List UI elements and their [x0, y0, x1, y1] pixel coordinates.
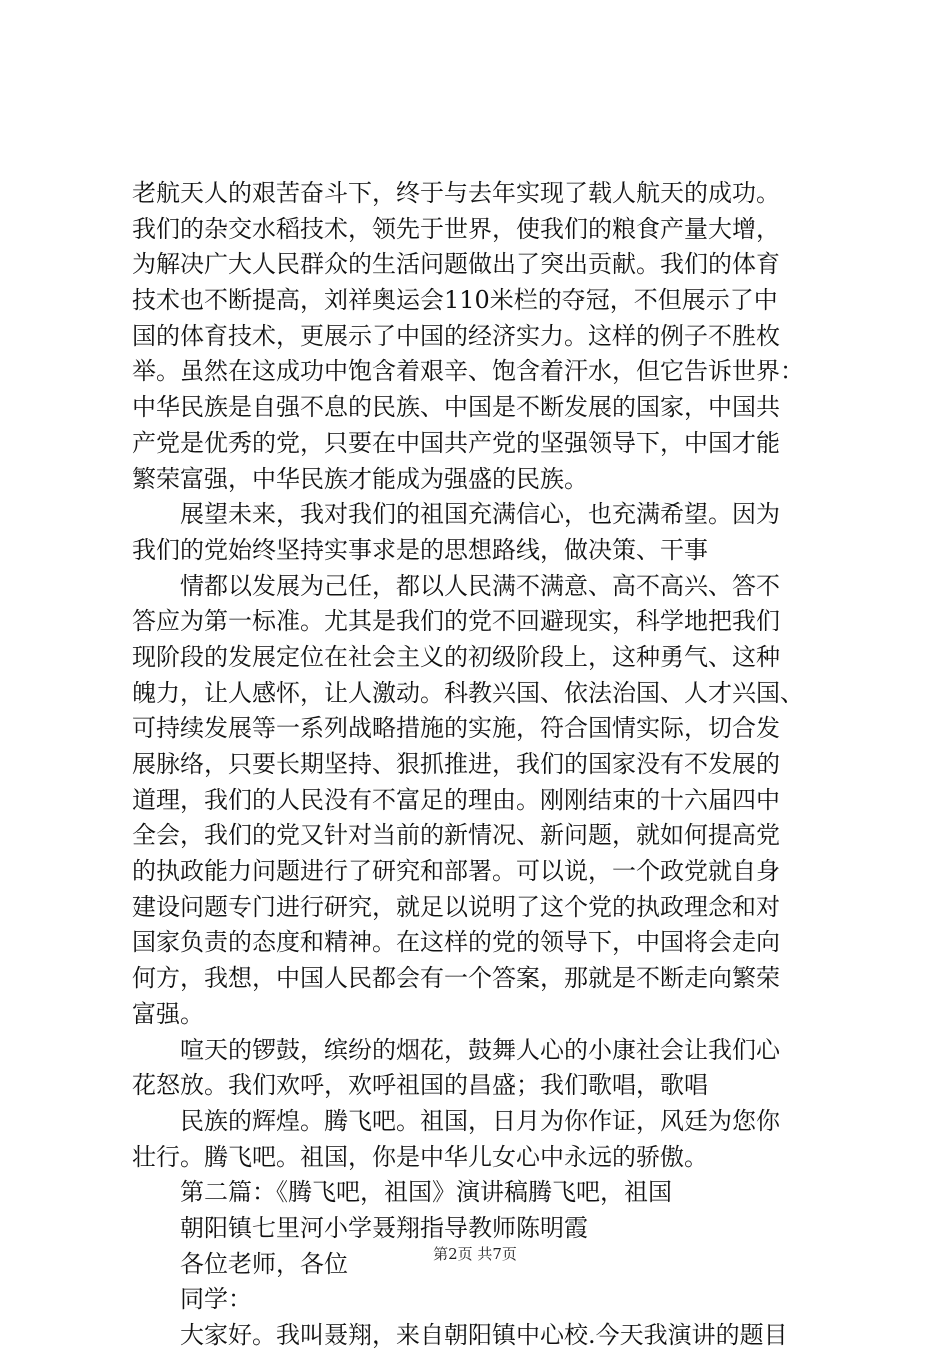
text-line: 我们的杂交水稻技术，领先于世界，使我们的粮食产量大增， [132, 214, 780, 243]
text-line: 壮行。腾飞吧。祖国，你是中华儿女心中永远的骄傲。 [132, 1142, 708, 1171]
text-line: 技术也不断提高，刘祥奥运会110米栏的夺冠，不但展示了中 [132, 286, 778, 315]
text-line: 喧天的锣鼓，缤纷的烟花，鼓舞人心的小康社会让我们心 [180, 1035, 780, 1064]
salutation-line: 各位老师，各位 [180, 1249, 348, 1278]
text-line: 举。虽然在这成功中饱含着艰辛、饱含着汗水，但它告诉世界： [132, 357, 804, 386]
text-line: 我们的党始终坚持实事求是的思想路线，做决策、干事 [132, 535, 708, 564]
text-line: 答应为第一标准。尤其是我们的党不回避现实，科学地把我们 [132, 607, 780, 636]
section-heading: 第二篇：《腾飞吧，祖国》演讲稿腾飞吧，祖国 [180, 1178, 672, 1207]
text-line: 花怒放。我们欢呼，欢呼祖国的昌盛；我们歌唱，歌唱 [132, 1071, 708, 1100]
text-line: 道理，我们的人民没有不富足的理由。刚刚结束的十六届四中 [132, 785, 780, 814]
text-line: 全会，我们的党又针对当前的新情况、新问题，就如何提高党 [132, 821, 780, 850]
text-line: 为解决广大人民群众的生活问题做出了突出贡献。我们的体育 [132, 250, 780, 279]
text-line: 情都以发展为己任，都以人民满不满意、高不高兴、答不 [180, 571, 780, 600]
text-line: 老航天人的艰苦奋斗下，终于与去年实现了载人航天的成功。 [132, 179, 780, 207]
text-line: 民族的辉煌。腾飞吧。祖国，日月为你作证，风廷为您你 [180, 1106, 780, 1135]
text-line: 中华民族是自强不息的民族、中国是不断发展的国家，中国共 [132, 393, 780, 422]
text-line: 展望未来，我对我们的祖国充满信心，也充满希望。因为 [180, 500, 780, 529]
author-line: 朝阳镇七里河小学聂翔指导教师陈明霞 [180, 1213, 588, 1242]
text-line: 产党是优秀的党，只要在中国共产党的坚强领导下，中国才能 [132, 428, 780, 457]
text-line: 繁荣富强，中华民族才能成为强盛的民族。 [132, 464, 588, 493]
text-line: 何方，我想，中国人民都会有一个答案，那就是不断走向繁荣 [132, 964, 780, 993]
text-line: 现阶段的发展定位在社会主义的初级阶段上，这种勇气、这种 [132, 642, 780, 671]
salutation-line: 同学： [180, 1285, 252, 1314]
text-line: 的执政能力问题进行了研究和部署。可以说，一个政党就自身 [132, 857, 780, 886]
text-line: 国的体育技术，更展示了中国的经济实力。这样的例子不胜枚 [132, 321, 780, 350]
body-text [132, 176, 832, 1354]
text-line: 展脉络，只要长期坚持、狠抓推进，我们的国家没有不发展的 [132, 750, 780, 778]
text-line: 富强。 [132, 999, 204, 1028]
text-line: 可持续发展等一系列战略措施的实施，符合国情实际，切合发 [132, 714, 780, 743]
page-number-footer: 第2页 共7页 [433, 1245, 517, 1263]
text-line: 国家负责的态度和精神。在这样的党的领导下，中国将会走向 [132, 928, 780, 957]
text-line: 建设问题专门进行研究，就足以说明了这个党的执政理念和对 [132, 892, 780, 921]
text-line: 魄力，让人感怀，让人激动。科教兴国、依法治国、人才兴国、 [132, 678, 804, 707]
text-line: 大家好。我叫聂翔，来自朝阳镇中心校.今天我演讲的题目 [180, 1321, 788, 1349]
